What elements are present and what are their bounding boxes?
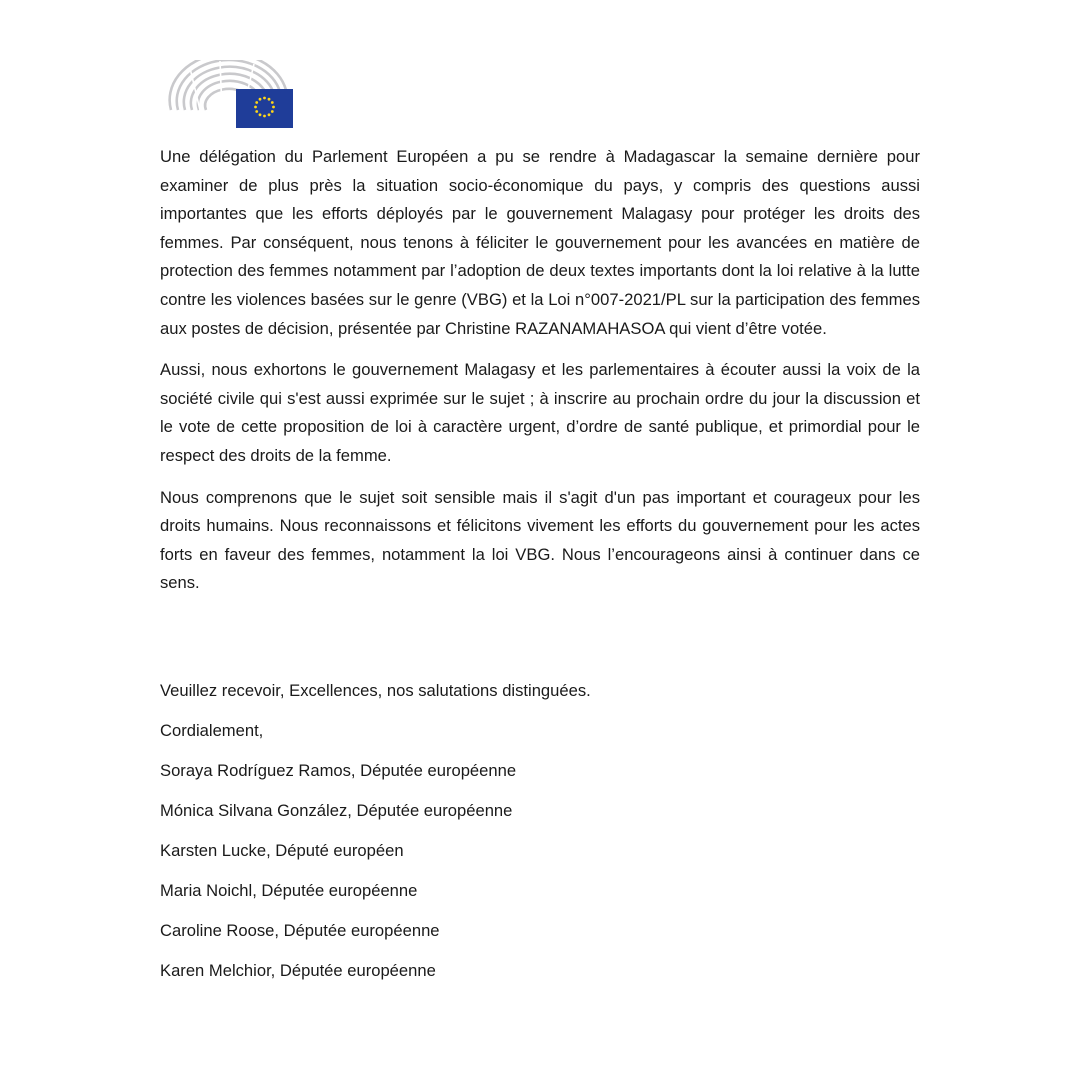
european-parliament-logo bbox=[168, 60, 294, 130]
signatory: Maria Noichl, Députée européenne bbox=[160, 881, 418, 900]
paragraph-3: Nous comprenons que le sujet soit sensible mais il s'agit d'un pas important et courageux pour les droits humains. Nous reconnaissons et félicitons vivement les efforts du gouvernement pour les actes forts en faveur des femmes, notamment la loi VBG. Nous l’encourageons ainsi à continuer dans ce sens. bbox=[160, 487, 920, 593]
signatory: Karsten Lucke, Député européen bbox=[160, 841, 404, 860]
letter-closing bbox=[160, 677, 920, 997]
salutation: Veuillez recevoir, Excellences, nos salutations distinguées. bbox=[160, 681, 591, 700]
signatory: Karen Melchior, Députée européenne bbox=[160, 961, 436, 980]
paragraph-2: Aussi, nous exhortons le gouvernement Malagasy et les parlementaires à écouter aussi la voix de la société civile qui s'est aussi exprimée sur le sujet ; à inscrire au prochain ordre du jour la discussion et le vote de cette proposition de loi à caractère urgent, d’ordre de santé publique, et primordial pour le respect des droits de la femme. bbox=[160, 360, 920, 465]
signatory: Caroline Roose, Députée européenne bbox=[160, 921, 440, 940]
closing-phrase: Cordialement, bbox=[160, 721, 264, 740]
signatory: Soraya Rodríguez Ramos, Députée européenne bbox=[160, 761, 517, 780]
eu-flag-icon bbox=[236, 89, 293, 128]
paragraph-1: Une délégation du Parlement Européen a pu se rendre à Madagascar la semaine dernière pour examiner de plus près la situation socio-économique du pays, y compris des questions aussi importantes que les efforts déployés par le gouvernement Malagasy pour protéger les droits des femmes. Par conséquent, nous tenons à féliciter le gouvernement pour les avancées en matière de protection des femmes notamment par l’adoption de deux textes importants dont la loi relative à la lutte contre les violences basées sur le genre (VBG) et la Loi n°007-2021/PL sur la participation des femmes aux postes de décision, présentée par Christine RAZANAMAHASOA qui vient d’être votée. bbox=[160, 147, 920, 338]
letter-body bbox=[160, 143, 920, 611]
hemicycle-icon bbox=[168, 60, 294, 130]
signatory: Mónica Silvana González, Députée européenne bbox=[160, 801, 513, 820]
